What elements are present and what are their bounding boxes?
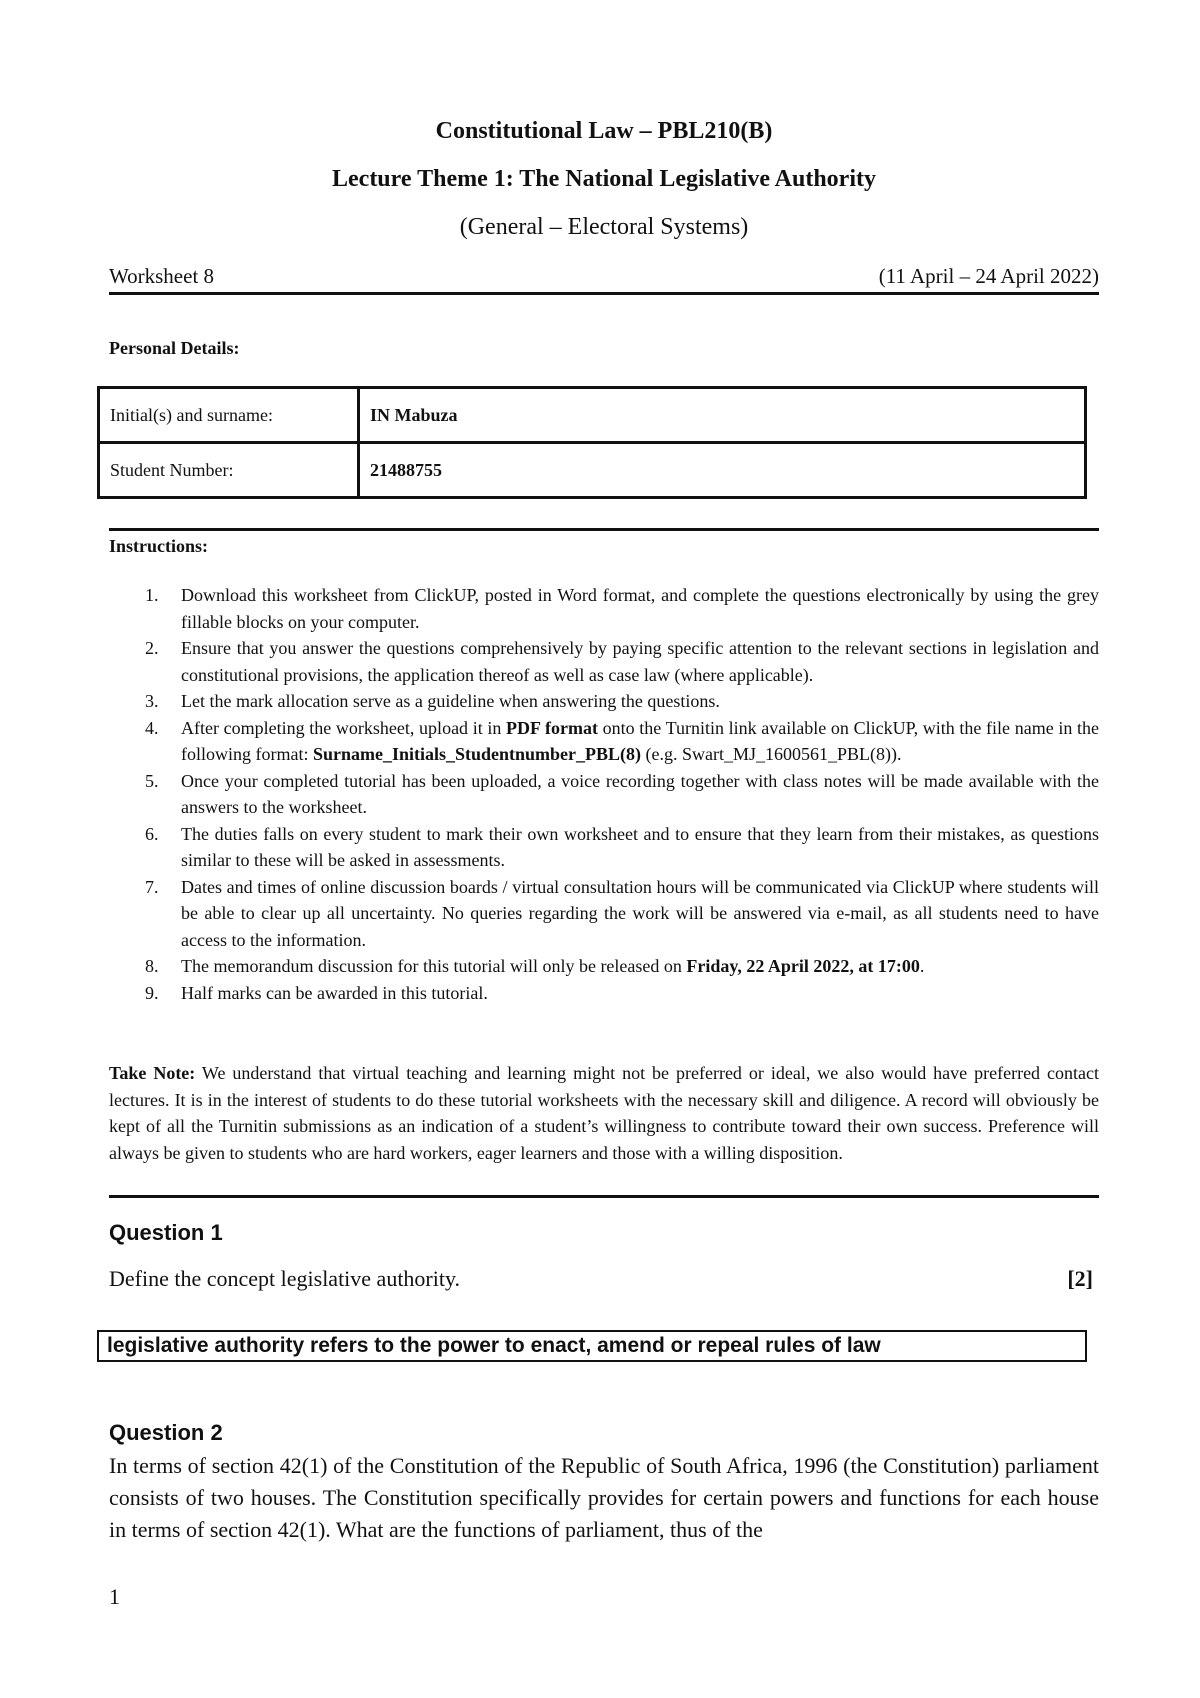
question-2-text: In terms of section 42(1) of the Constitution of the Republic of South Africa, 1996 (the Constitution) parliament consists of two houses. The Constitution specifically provides for certain powers and functions for each house in terms of section 42(1). What are the functions of parliament, thus of the — [109, 1453, 1099, 1542]
table-row — [99, 443, 1086, 498]
list-item — [109, 980, 1099, 1007]
question-1-text: Define the concept legislative authority. — [109, 1266, 461, 1291]
list-item — [109, 635, 1099, 688]
item-text: Half marks can be awarded in this tutorial. — [181, 982, 488, 1003]
personal-details-table — [97, 386, 1087, 499]
list-item — [109, 768, 1099, 821]
item-text: . — [919, 956, 925, 976]
course-title: Constitutional Law – PBL210(B) — [435, 118, 773, 144]
item-bold-text: PDF format — [506, 717, 598, 738]
worksheet-dates: (11 April – 24 April 2022) — [878, 264, 1099, 288]
worksheet-label: Worksheet 8 — [109, 264, 215, 288]
item-number: 8. — [145, 956, 159, 976]
take-note-label: Take Note: — [109, 1063, 196, 1083]
question-1-heading: Question 1 — [109, 1220, 223, 1245]
table-row — [99, 388, 1086, 443]
item-text: Download this worksheet from ClickUP, posted in Word format, and complete the questions electronically by using the grey fillable blocks on your computer. — [181, 585, 1099, 632]
item-text: Let the mark allocation serve as a guideline when answering the questions. — [181, 691, 720, 711]
item-text: After completing the worksheet, upload it in — [181, 717, 507, 738]
question-1-row — [109, 1266, 1099, 1292]
item-text: Ensure that you answer the questions comprehensively by paying specific attention to the relevant sections in legislation and constitutional provisions, the application thereof as well as case law (where applicable). — [181, 638, 1099, 685]
file-name-format: Surname_Initials_Studentnumber_PBL(8) — [312, 744, 642, 764]
instructions-list — [109, 582, 1099, 1006]
lecture-theme: Lecture Theme 1: The National Legislative Authority — [332, 166, 876, 192]
item-text: Once your completed tutorial has been uploaded, a voice recording together with class notes will be made available with the answers to the worksheet. — [181, 770, 1099, 817]
item-number: 4. — [145, 717, 159, 738]
lecture-subtitle: (General – Electoral Systems) — [459, 214, 749, 240]
divider — [109, 1195, 1099, 1198]
item-number: 1. — [145, 585, 159, 605]
surname-field[interactable]: IN Mabuza — [359, 388, 1086, 443]
item-text: The duties falls on every student to mark their own worksheet and to ensure that they learn from their mistakes, as questions similar to these will be asked in assessments. — [181, 823, 1099, 870]
page-number: 1 — [109, 1584, 120, 1609]
item-number: 6. — [145, 823, 159, 844]
item-text: Dates and times of online discussion boards / virtual consultation hours will be communicated via ClickUP where students will be able to clear up all uncertainty. No queries regarding the work will be answered via e-mail, as all students need to have access to the information. — [181, 876, 1099, 950]
take-note-text: We understand that virtual teaching and learning might not be preferred or ideal, we also would have preferred contact lectures. It is in the interest of students to do these tutorial worksheets with the necessary skill and diligence. A record will obviously be kept of all the Turnitin submissions as an indication of a student’s willingness to contribute toward their own success. Preference will always be given to students who are hard workers, eager learners and those with a willing disposition. — [109, 1063, 1099, 1163]
question-1-answer-field[interactable]: legislative authority refers to the power to enact, amend or repeal rules of law — [97, 1330, 1087, 1362]
question-1-marks: [2] — [1067, 1266, 1093, 1291]
item-text: (e.g. Swart_MJ_1600561_PBL(8)). — [641, 744, 902, 764]
personal-details-heading: Personal Details: — [109, 338, 240, 358]
item-number: 3. — [145, 691, 159, 711]
list-item — [109, 953, 1099, 980]
item-number: 9. — [145, 982, 159, 1003]
take-note-paragraph — [109, 1060, 1099, 1166]
list-item — [109, 688, 1099, 715]
student-number-label: Student Number: — [99, 443, 359, 498]
list-item — [109, 821, 1099, 874]
item-text: The memorandum discussion for this tutorial will only be released on — [181, 956, 687, 976]
item-number: 2. — [145, 638, 159, 658]
list-item — [109, 715, 1099, 768]
instructions-heading: Instructions: — [109, 536, 209, 556]
item-number: 7. — [145, 876, 159, 897]
surname-label: Initial(s) and surname: — [99, 388, 359, 443]
student-number-field[interactable]: 21488755 — [359, 443, 1086, 498]
worksheet-row — [109, 262, 1099, 295]
divider — [109, 528, 1099, 531]
item-text: onto the Turnitin link available on ClickUP, with the file name in the following format: — [181, 717, 1099, 764]
question-2-heading: Question 2 — [109, 1420, 223, 1445]
list-item — [109, 874, 1099, 954]
release-date: Friday, 22 April 2022, at 17:00 — [686, 956, 920, 976]
document-header — [109, 116, 1099, 242]
item-number: 5. — [145, 770, 159, 791]
list-item — [109, 582, 1099, 635]
